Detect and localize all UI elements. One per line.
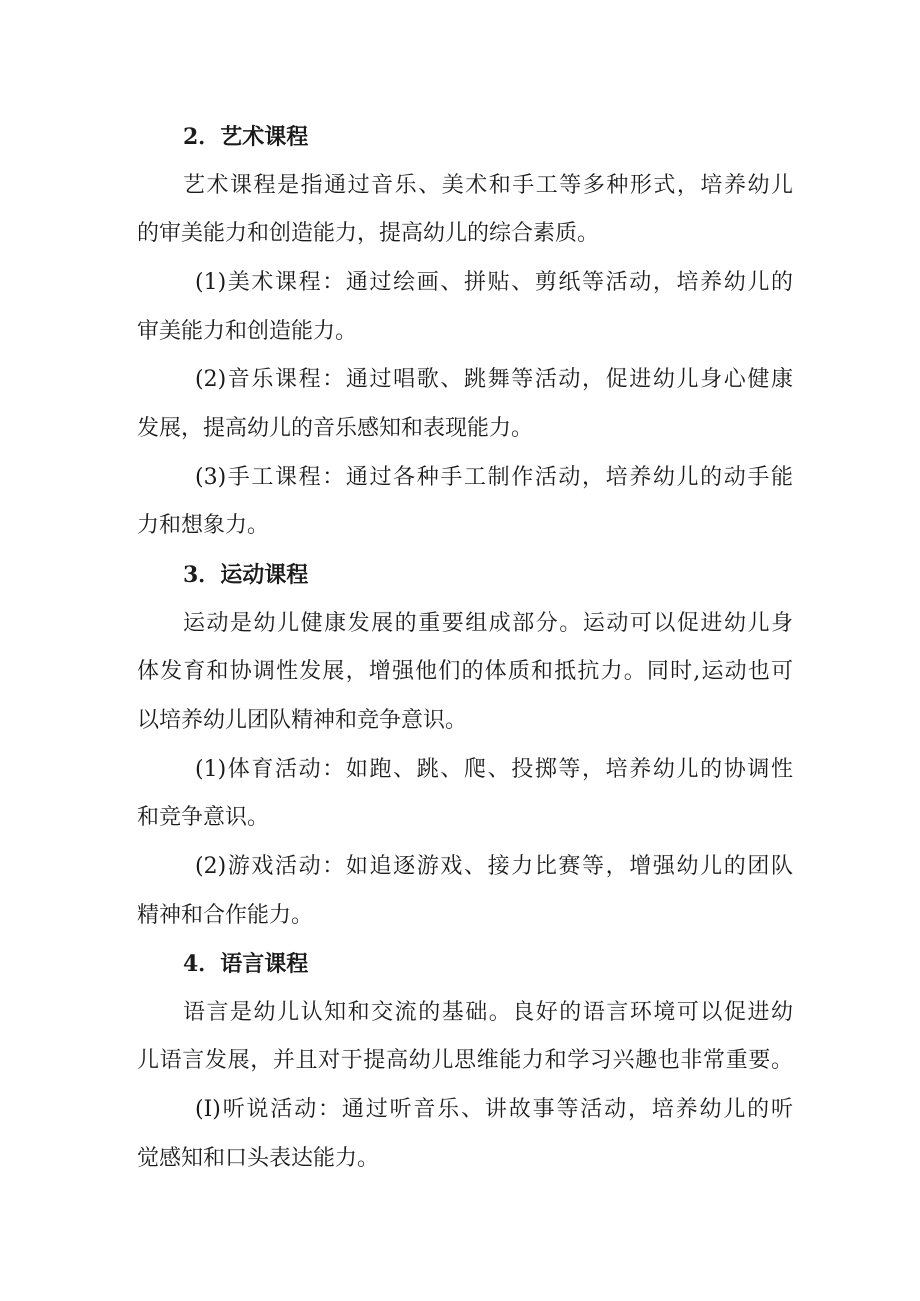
paragraph-line: 运动是幼儿健康发展的重要组成部分。运动可以促进幼儿身 xyxy=(183,610,793,636)
list-item-line: 力和想象力。 xyxy=(137,513,270,539)
list-item-line: 和竞争意识。 xyxy=(137,805,270,831)
paragraph-line: 语言是幼儿认知和交流的基础。良好的语言环境可以促进幼 xyxy=(183,999,793,1025)
paragraph-line: 的审美能力和创造能力，提高幼儿的综合素质。 xyxy=(137,221,600,247)
list-item-line: (3)手工课程：通过各种手工制作活动，培养幼儿的动手能 xyxy=(195,464,793,490)
list-item-line: (I)听说活动：通过听音乐、讲故事等活动，培养幼儿的听 xyxy=(195,1097,793,1123)
list-item-line: 觉感知和口头表达能力。 xyxy=(137,1145,380,1171)
section-heading: 3．运动课程 xyxy=(183,561,309,588)
section-heading: 4．语言课程 xyxy=(183,951,309,978)
section-heading: 2．艺术课程 xyxy=(183,124,309,150)
list-item-line: 审美能力和创造能力。 xyxy=(137,318,358,344)
list-item-line: 发展，提高幼儿的音乐感知和表现能力。 xyxy=(137,415,534,441)
list-item-line: 精神和合作能力。 xyxy=(137,902,314,928)
paragraph-line: 儿语言发展，并且对于提高幼儿思维能力和学习兴趣也非常重要。 xyxy=(137,1048,793,1074)
paragraph-line: 艺术课程是指通过音乐、美术和手工等多种形式，培养幼儿 xyxy=(183,172,793,198)
list-item-line: (2)音乐课程：通过唱歌、跳舞等活动，促进幼儿身心健康 xyxy=(195,367,793,393)
paragraph-line: 以培养幼儿团队精神和竞争意识。 xyxy=(137,707,468,733)
document-body xyxy=(137,113,793,1183)
list-item-line: (1)美术课程：通过绘画、拼贴、剪纸等活动，培养幼儿的 xyxy=(195,269,793,295)
paragraph-line: 体发育和协调性发展，增强他们的体质和抵抗力。同时,运动也可 xyxy=(137,659,793,685)
list-item-line: (1)体育活动：如跑、跳、爬、投掷等，培养幼儿的协调性 xyxy=(195,756,793,782)
list-item-line: (2)游戏活动：如追逐游戏、接力比赛等，增强幼儿的团队 xyxy=(195,853,793,879)
